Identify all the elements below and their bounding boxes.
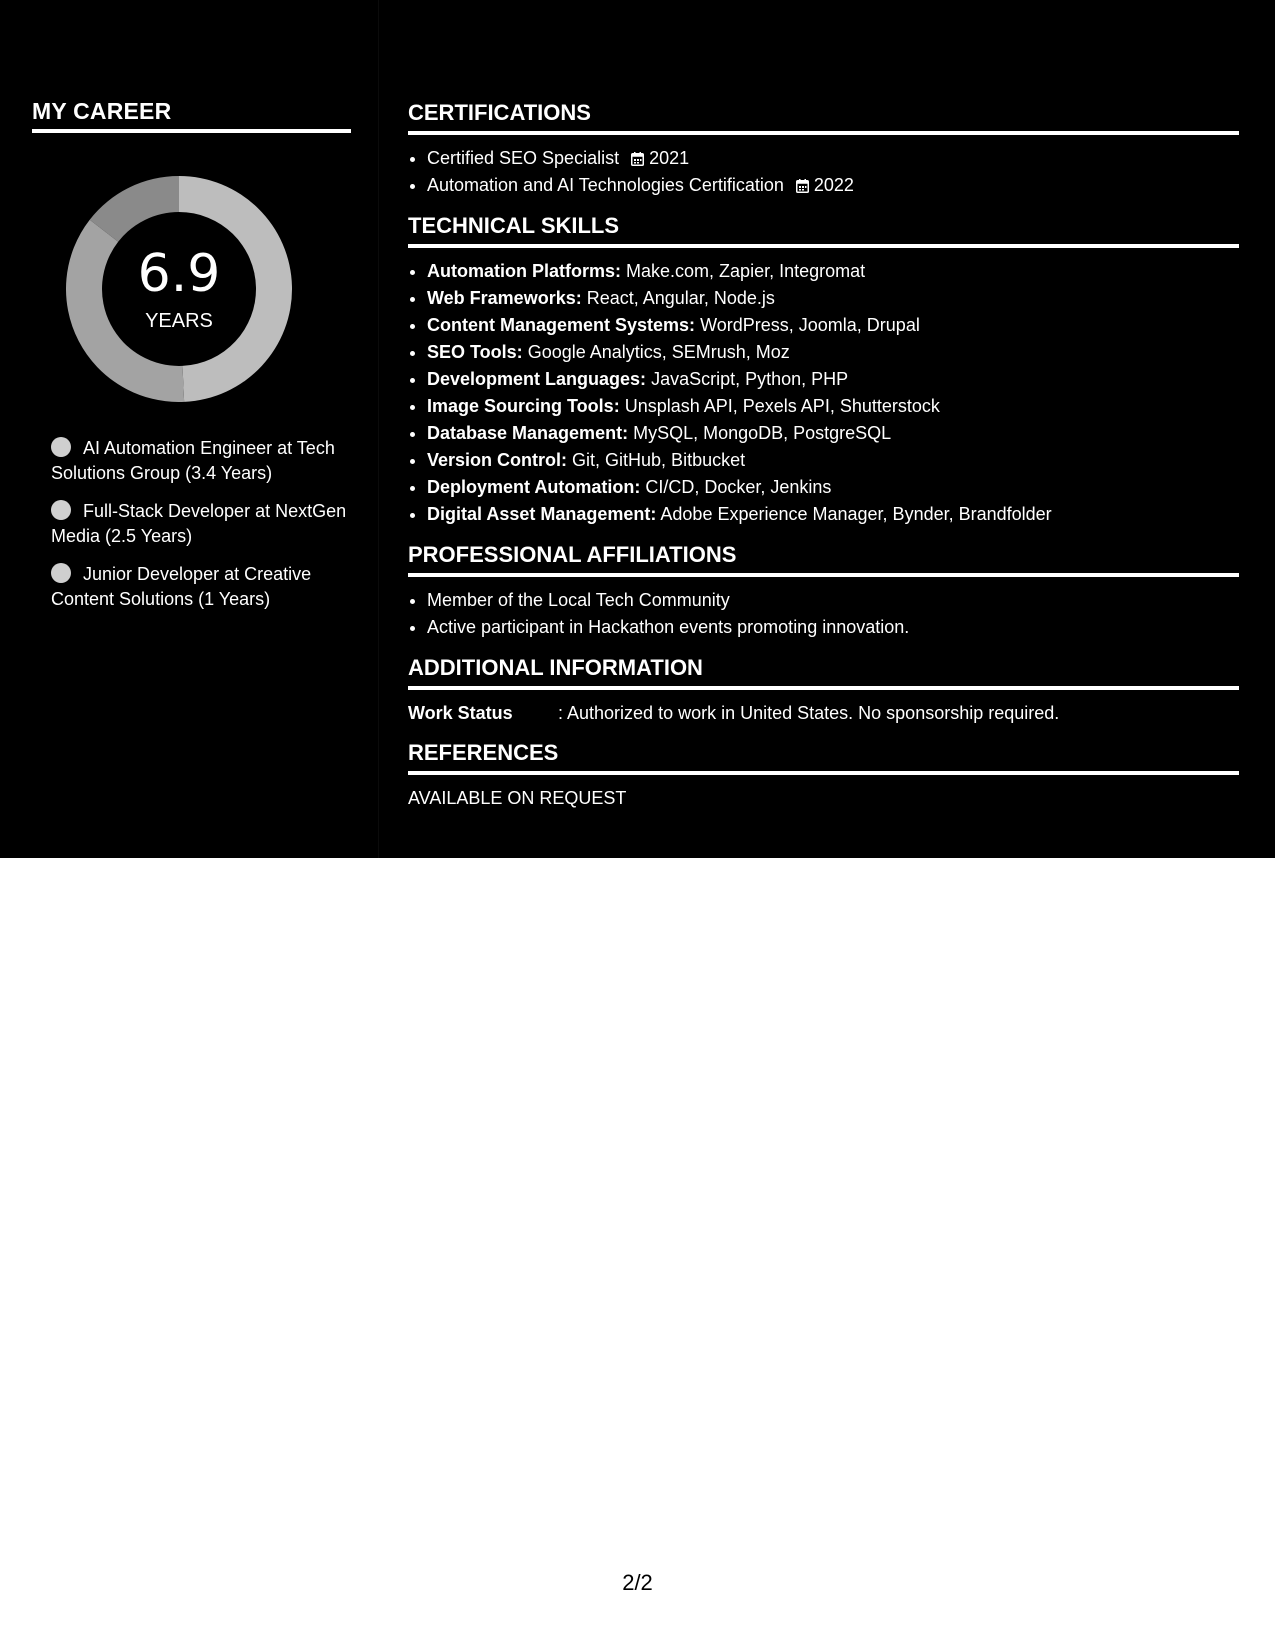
skill-item — [427, 366, 1239, 393]
technical-skills-title: TECHNICAL SKILLS — [408, 213, 620, 238]
skill-label: SEO Tools: — [427, 342, 523, 362]
work-status-label: Work Status — [408, 703, 513, 723]
affiliations-section — [408, 542, 1239, 641]
affiliations-title: PROFESSIONAL AFFILIATIONS — [408, 542, 737, 567]
skill-item — [427, 339, 1239, 366]
skill-label: Content Management Systems: — [427, 315, 696, 335]
skill-value: CI/CD, Docker, Jenkins — [645, 477, 832, 497]
skill-value: React, Angular, Node.js — [586, 288, 775, 308]
skill-label: Version Control: — [427, 450, 568, 470]
section-rule — [408, 686, 1239, 690]
affiliation-item: • Member of the Local Tech Community — [427, 587, 1239, 614]
career-title: MY CAREER — [32, 98, 172, 124]
references-title: REFERENCES — [408, 740, 559, 765]
skill-label: Deployment Automation: — [427, 477, 641, 497]
section-rule — [408, 244, 1239, 248]
skill-value: Unsplash API, Pexels API, Shutterstock — [624, 396, 940, 416]
certification-name: Automation and AI Technologies Certification — [427, 175, 784, 195]
career-item — [51, 562, 351, 612]
certifications-title: CERTIFICATIONS — [408, 100, 591, 125]
skill-item — [427, 393, 1239, 420]
career-list — [51, 436, 351, 625]
bullet-dot-icon — [51, 437, 71, 457]
skill-label: Development Languages: — [427, 369, 647, 389]
skill-value: WordPress, Joomla, Drupal — [700, 315, 920, 335]
skill-item — [427, 420, 1239, 447]
work-status-value: : Authorized to work in United States. No sponsorship required. — [558, 703, 1060, 723]
skill-item — [427, 474, 1239, 501]
skill-value: Git, GitHub, Bitbucket — [572, 450, 746, 470]
affiliations-list — [408, 587, 1239, 641]
additional-info-title: ADDITIONAL INFORMATION — [408, 655, 703, 680]
skill-value: Adobe Experience Manager, Bynder, Brandfolder — [660, 504, 1052, 524]
references-text: AVAILABLE ON REQUEST — [408, 788, 627, 808]
main-column — [408, 100, 1239, 825]
skill-label: Web Frameworks: — [427, 288, 582, 308]
certifications-section — [408, 100, 1239, 199]
skill-value: Google Analytics, SEMrush, Moz — [527, 342, 790, 362]
skill-label: Automation Platforms: — [427, 261, 622, 281]
skill-item — [427, 501, 1239, 528]
page-number: 2/2 — [622, 1570, 653, 1595]
technical-skills-section — [408, 213, 1239, 528]
certification-year: 2022 — [813, 175, 854, 195]
work-status-row — [408, 700, 1239, 726]
skill-label: Database Management: — [427, 423, 629, 443]
certifications-list — [408, 145, 1239, 199]
skill-item — [427, 312, 1239, 339]
certification-item — [427, 172, 1239, 199]
skill-item — [427, 447, 1239, 474]
skill-value: MySQL, MongoDB, PostgreSQL — [633, 423, 892, 443]
bullet-dot-icon — [51, 563, 71, 583]
skills-list — [408, 258, 1239, 528]
certification-name: Certified SEO Specialist — [427, 148, 620, 168]
affiliation-item: • Active participant in Hackathon events promoting innovation. — [427, 614, 1239, 641]
skill-label: Digital Asset Management: — [427, 504, 657, 524]
skill-item — [427, 285, 1239, 312]
career-item-label: Junior Developer at Creative Content Solutions (1 Years) — [51, 564, 312, 609]
skill-value: JavaScript, Python, PHP — [651, 369, 849, 389]
career-item-label: AI Automation Engineer at Tech Solutions Group (3.4 Years) — [51, 438, 335, 483]
total-years-value: 6.9 — [137, 244, 221, 304]
career-item — [51, 436, 351, 486]
additional-info-section — [408, 655, 1239, 726]
section-rule — [408, 131, 1239, 135]
calendar-icon — [796, 179, 809, 193]
career-title-rule — [32, 129, 351, 133]
column-divider — [378, 0, 379, 858]
bullet-dot-icon — [51, 500, 71, 520]
skill-label: Image Sourcing Tools: — [427, 396, 620, 416]
skill-item — [427, 258, 1239, 285]
certification-year: 2021 — [649, 148, 690, 168]
section-rule — [408, 573, 1239, 577]
calendar-icon — [631, 152, 644, 166]
references-section — [408, 740, 1239, 811]
career-item-label: Full-Stack Developer at NextGen Media (2.5 Years) — [51, 501, 347, 546]
skill-value: Make.com, Zapier, Integromat — [626, 261, 866, 281]
section-rule — [408, 771, 1239, 775]
total-years-unit: YEARS — [145, 310, 213, 332]
career-item — [51, 499, 351, 549]
certification-item — [427, 145, 1239, 172]
